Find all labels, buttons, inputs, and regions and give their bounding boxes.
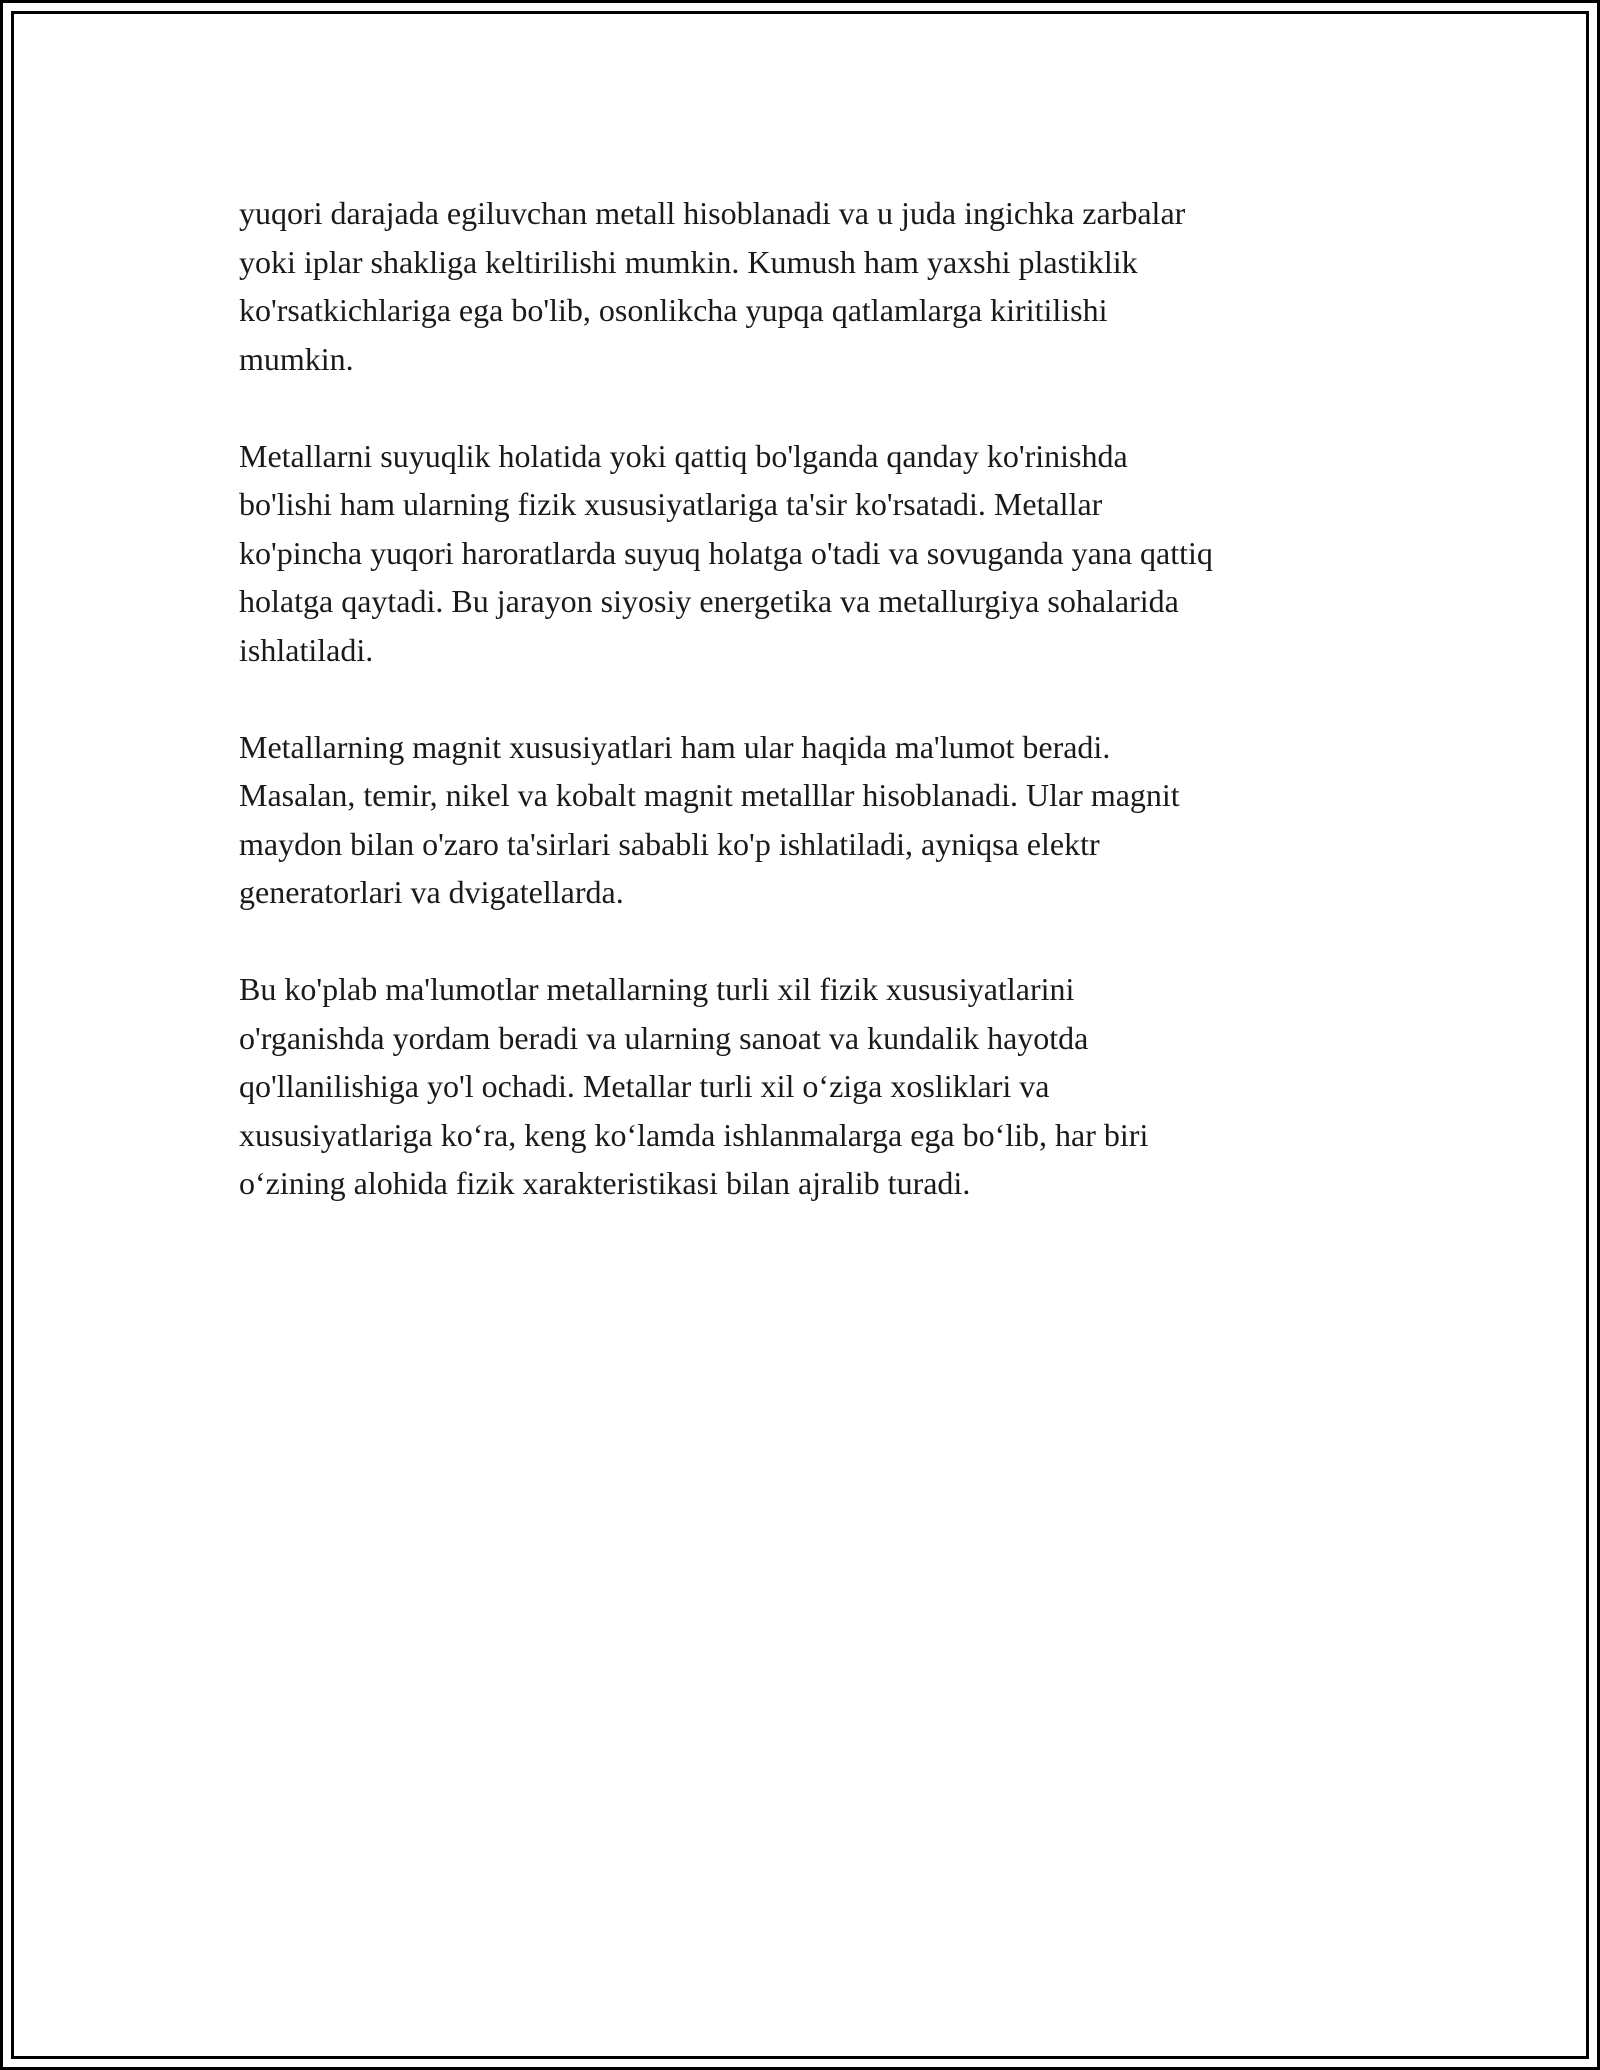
- text-line: xususiyatlariga ko‘ra, keng ko‘lamda ishlanmalarga ega bo‘lib, har biri: [239, 1116, 1149, 1153]
- paragraph-4: [239, 965, 1369, 1208]
- text-line: Metallarni suyuqlik holatida yoki qattiq bo'lganda qanday ko'rinishda: [239, 437, 1128, 474]
- text-line: generatorlari va dvigatellarda.: [239, 874, 624, 910]
- text-line: holatga qaytadi. Bu jarayon siyosiy energetika va metallurgiya sohalarida: [239, 583, 1179, 619]
- paragraph-2: [239, 432, 1369, 675]
- paragraph-1: [239, 189, 1369, 383]
- text-line: Bu ko'plab ma'lumotlar metallarning turli xil fizik xususiyatlarini: [239, 971, 1075, 1007]
- paragraph-3: [239, 723, 1369, 917]
- text-line: yoki iplar shakliga keltirilishi mumkin. Kumush ham yaxshi plastiklik: [239, 243, 1138, 280]
- text-line: maydon bilan o'zaro ta'sirlari sababli ko'p ishlatiladi, ayniqsa elektr: [239, 825, 1100, 862]
- text-line: ishlatiladi.: [239, 631, 374, 668]
- text-line: ko'rsatkichlariga ega bo'lib, osonlikcha yupqa qatlamlarga kiritilishi: [239, 292, 1108, 328]
- document-body: [239, 189, 1369, 1256]
- text-line: mumkin.: [239, 340, 354, 377]
- text-line: o'rganishda yordam beradi va ularning sanoat va kundalik hayotda: [239, 1019, 1089, 1056]
- text-line: qo'llanilishiga yo'l ochadi. Metallar turli xil o‘ziga xosliklari va: [239, 1068, 1050, 1104]
- text-line: o‘zining alohida fizik xarakteristikasi bilan ajralib turadi.: [239, 1165, 971, 1201]
- text-line: Metallarning magnit xususiyatlari ham ular haqida ma'lumot beradi.: [239, 728, 1111, 765]
- text-line: yuqori darajada egiluvchan metall hisoblanadi va u juda ingichka zarbalar: [239, 195, 1186, 231]
- text-line: ko'pincha yuqori haroratlarda suyuq holatga o'tadi va sovuganda yana qattiq: [239, 534, 1213, 571]
- text-line: bo'lishi ham ularning fizik xususiyatlariga ta'sir ko'rsatadi. Metallar: [239, 486, 1103, 522]
- text-line: Masalan, temir, nikel va kobalt magnit metalllar hisoblanadi. Ular magnit: [239, 777, 1180, 813]
